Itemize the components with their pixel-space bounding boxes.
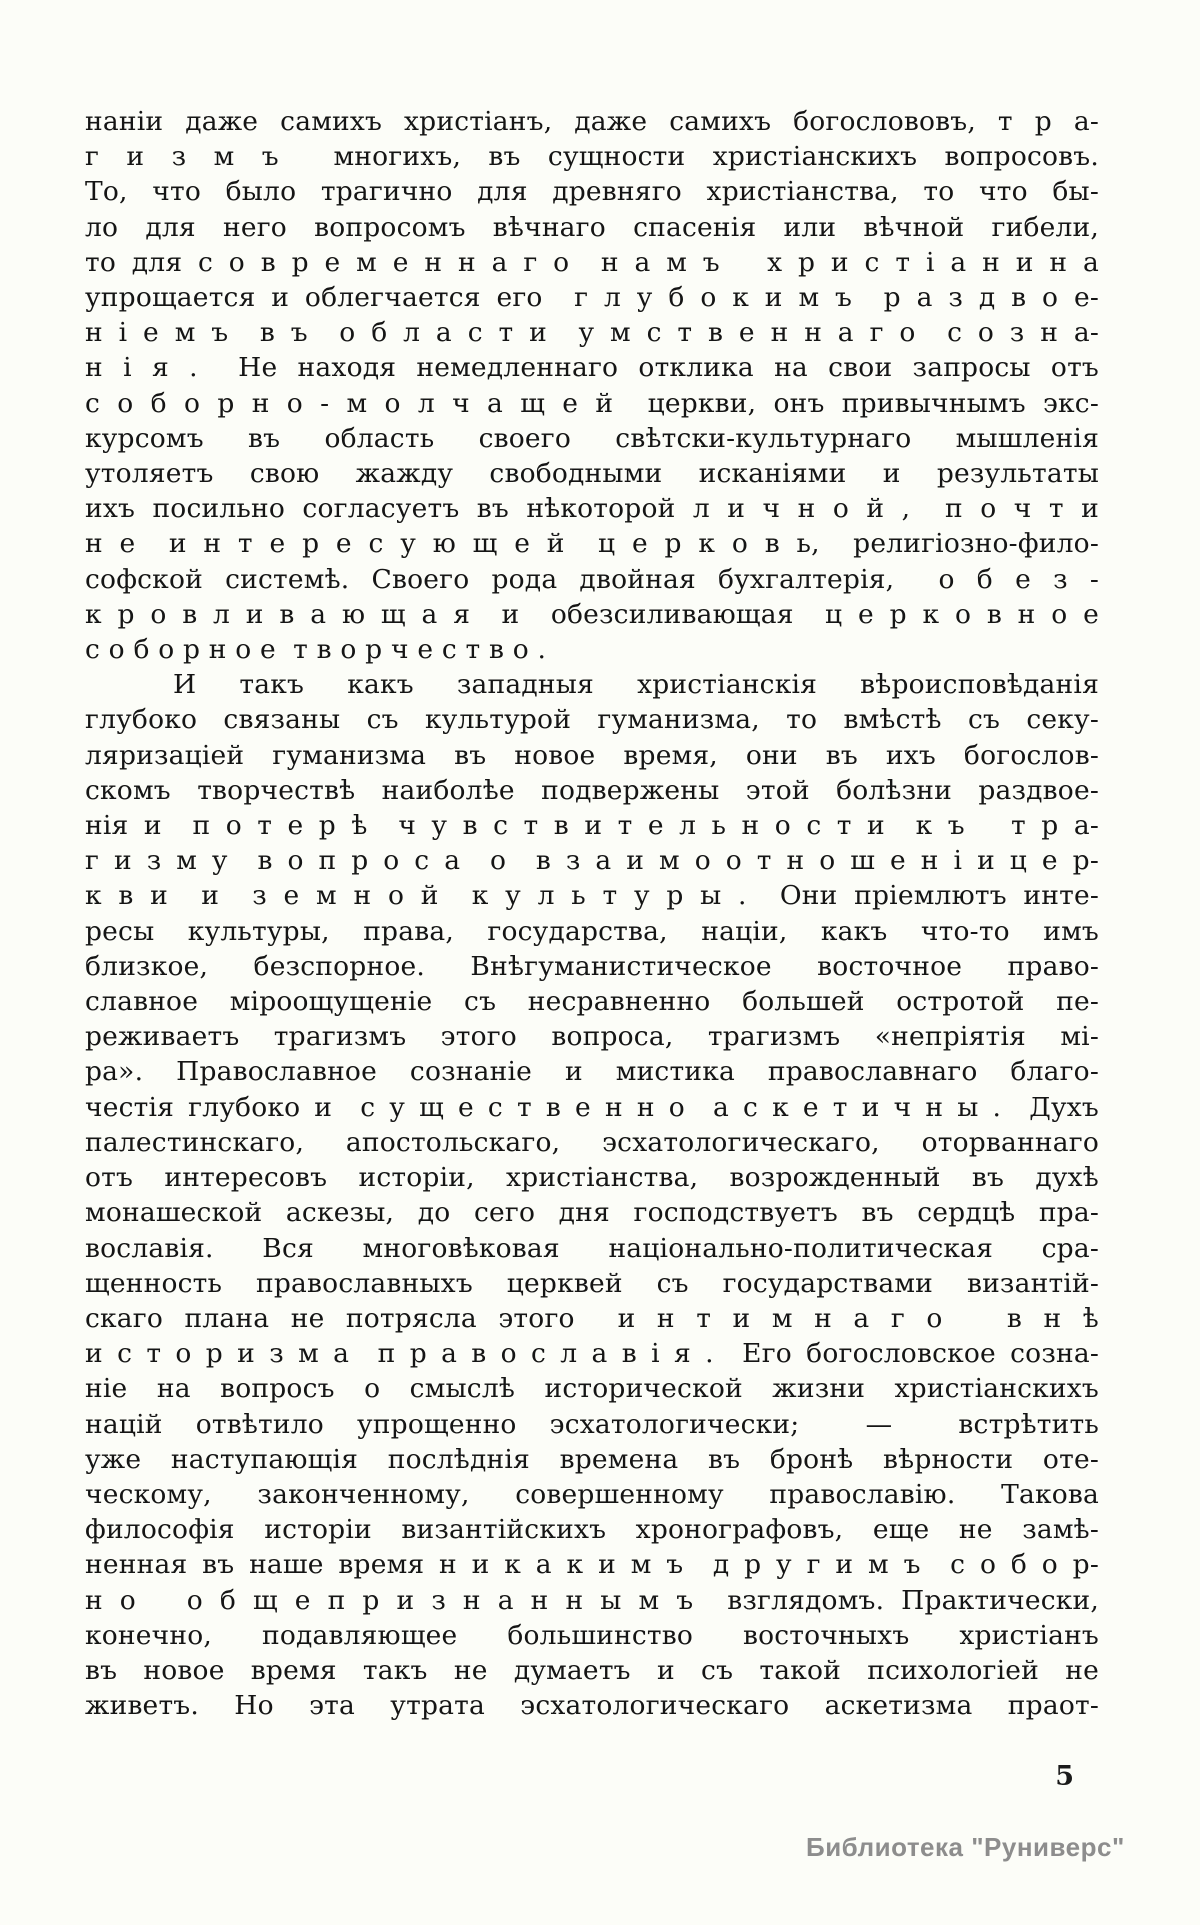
text-line: реживаетъ трагизмъ этого вопроса, трагизмъ «непріятія мі- xyxy=(85,1021,1099,1053)
text-line: ляризаціей гуманизма въ новое время, они въ ихъ богослов- xyxy=(85,739,1099,771)
text-line: н і е м ъ в ъ о б л а с т и у м с т в е н н а г о с о з н а- xyxy=(85,317,1099,349)
text-line: н е и н т е р е с у ю щ е й ц е р к о в ь, религіозно-фило- xyxy=(85,528,1099,560)
text-line: к р о в л и в а ю щ а я и обезсиливающая ц е р к о в н о е xyxy=(85,598,1099,630)
text-line: глубоко связаны съ культурой гуманизма, то вмѣстѣ съ секу- xyxy=(85,704,1099,736)
text-line: г и з м ъ многихъ, въ сущности христіанскихъ вопросовъ. xyxy=(85,141,1099,173)
text-line: утоляетъ свою жажду свободными исканіями и результаты xyxy=(85,458,1099,490)
text-line: палестинскаго, апостольскаго, эсхатологическаго, оторваннаго xyxy=(85,1126,1099,1158)
text-line: наніи даже самихъ христіанъ, даже самихъ богослововъ, т р а- xyxy=(85,106,1099,137)
text-line: курсомъ въ область своего свѣтски-культурнаго мышленія xyxy=(85,422,1099,454)
text-line: г и з м у в о п р о с а о в з а и м о о т н о ш е н і и ц е р- xyxy=(85,845,1099,877)
text-line: живетъ. Но эта утрата эсхатологическаго аскетизма праот- xyxy=(85,1690,1099,1722)
text-line: н о о б щ е п р и з н а н н ы м ъ взглядомъ. Практически, xyxy=(85,1584,1099,1616)
text-line: скаго плана не потрясла этого и н т и м н а г о в н ѣ xyxy=(85,1302,1099,1334)
text-line: въ новое время такъ не думаетъ и съ такой психологіей не xyxy=(85,1654,1099,1686)
text-line: то для с о в р е м е н н а г о н а м ъ х р и с т і а н и н а xyxy=(85,246,1099,278)
text-line: к в и и з е м н о й к у л ь т у р ы . Они пріемлютъ инте- xyxy=(85,880,1099,912)
text-line: с о б о р н о е т в о р ч е с т в о . xyxy=(85,634,547,666)
text-line: с о б о р н о - м о л ч а щ е й церкви, онъ привычнымъ экс- xyxy=(85,387,1099,419)
text-line: націй отвѣтило упрощенно эсхатологически; — встрѣтить xyxy=(85,1408,1099,1440)
text-line: близкое, безспорное. Внѣгуманистическое восточное право- xyxy=(85,950,1099,982)
text-block xyxy=(85,104,1099,1723)
text-line: н і я . Не находя немедленнаго отклика на свои запросы отъ xyxy=(85,352,1099,384)
watermark: Библиотека "Руниверс" xyxy=(806,1832,1125,1862)
text-line: философія исторіи византійскихъ хронографовъ, еще не замѣ- xyxy=(85,1514,1099,1546)
text-line: и с т о р и з м а п р а в о с л а в і я . Его богословское созна- xyxy=(85,1338,1099,1370)
text-line: ніе на вопросъ о смыслѣ исторической жизни христіанскихъ xyxy=(85,1373,1099,1405)
text-line: ло для него вопросомъ вѣчнаго спасенія или вѣчной гибели, xyxy=(85,211,1099,243)
text-line: монашеской аскезы, до сего дня господствуетъ въ сердцѣ пра- xyxy=(85,1197,1099,1229)
text-line: ра». Православное сознаніе и мистика православнаго благо- xyxy=(85,1056,1099,1088)
text-line: То, что было трагично для древняго христіанства, то что бы- xyxy=(85,176,1099,208)
text-line: вославія. Вся многовѣковая національно-политическая сра- xyxy=(85,1232,1099,1264)
text-line-paragraph-start: И такъ какъ западныя христіанскія вѣроисповѣданія xyxy=(173,669,1099,701)
text-line: щенность православныхъ церквей съ государствами византій- xyxy=(85,1267,1099,1299)
text-line: нія и п о т е р ѣ ч у в с т в и т е л ь н о с т и к ъ т р а- xyxy=(85,810,1099,842)
text-line: славное міроощущеніе съ несравненно большей остротой пе- xyxy=(85,986,1099,1018)
text-line: конечно, подавляющее большинство восточныхъ христіанъ xyxy=(85,1619,1099,1651)
text-line: ческому, законченному, совершенному православію. Такова xyxy=(85,1478,1099,1510)
page-number: 5 xyxy=(1055,1761,1074,1792)
text-line: ненная въ наше время н и к а к и м ъ д р у г и м ъ с о б о р- xyxy=(85,1549,1099,1581)
text-line: честія глубоко и с у щ е с т в е н н о а с к е т и ч н ы . Духъ xyxy=(85,1091,1099,1123)
text-line: ихъ посильно согласуетъ въ нѣкоторой л и ч н о й , п о ч т и xyxy=(85,493,1099,525)
text-line: скомъ творчествѣ наиболѣе подвержены этой болѣзни раздвое- xyxy=(85,774,1099,806)
text-line: упрощается и облегчается его г л у б о к и м ъ р а з д в о е- xyxy=(85,282,1099,314)
text-line: ресы культуры, права, государства, націи, какъ что-то имъ xyxy=(85,915,1099,947)
text-line: уже наступающія послѣднія времена въ бронѣ вѣрности оте- xyxy=(85,1443,1099,1475)
text-line: софской системѣ. Своего рода двойная бухгалтерія, о б е з - xyxy=(85,563,1099,595)
text-line: отъ интересовъ исторіи, христіанства, возрожденный въ духѣ xyxy=(85,1162,1099,1194)
